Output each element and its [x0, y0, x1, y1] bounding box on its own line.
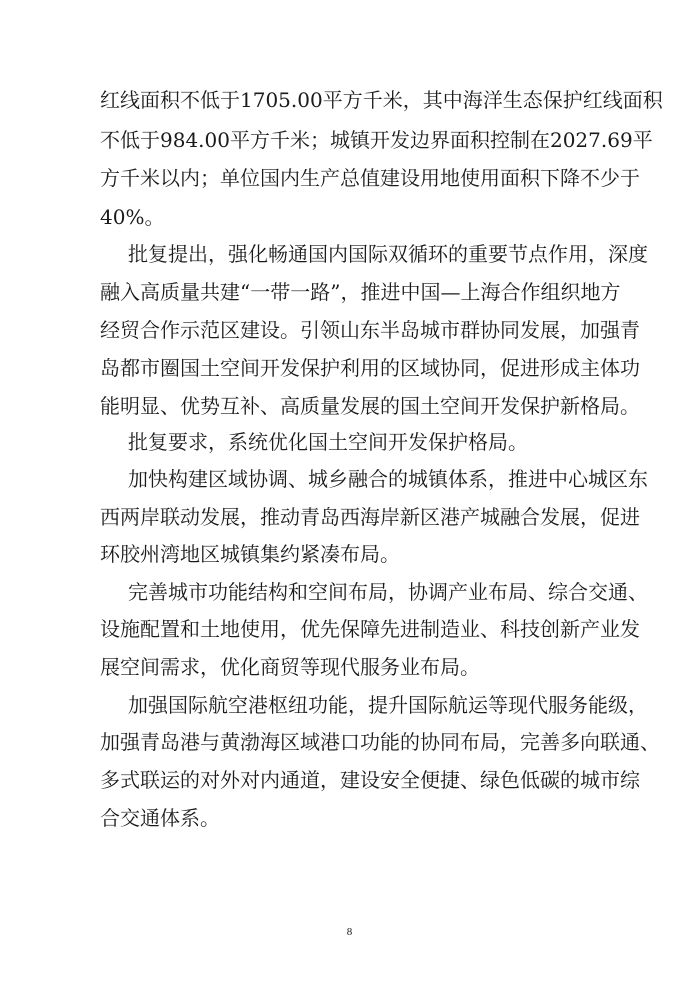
text-line-11: 加 快 构 建 区 域 协 调 、 城 乡 融 合 的 城 镇 体 系 ， 推 进 中 心 城 区 东 — [128, 467, 648, 491]
text-line-17: 加 强 国 际 航 空 港 枢 纽 功 能 ， 提 升 国 际 航 运 等 现 代 服 务 能 级 ， — [128, 693, 648, 717]
text-line-7: 经 贸 合 作 示 范 区 建 设 。 引 领 山 东 半 岛 城 市 群 协 同 发 展 ， 加 强 青 — [100, 318, 640, 342]
text-line-9: 能 明 显 、 优 势 互 补 、 高 质 量 发 展 的 国 土 空 间 开 发 保 护 新 格 局 。 — [100, 394, 640, 418]
text-line-14: 完 善 城 市 功 能 结 构 和 空 间 布 局 ， 协 调 产 业 布 局 、 综 合 交 通 、 — [128, 580, 648, 604]
text-line-5: 批 复 提 出 ， 强 化 畅 通 国 内 国 际 双 循 环 的 重 要 节 点 作 用 ， 深 度 — [128, 242, 648, 266]
text-line-8: 岛 都 市 圈 国 土 空 间 开 发 保 护 利 用 的 区 域 协 同 ， 促 进 形 成 主 体 功 — [100, 356, 640, 380]
text-line-15: 设 施 配 置 和 土 地 使 用 ， 优 先 保 障 先 进 制 造 业 、 科 技 创 新 产 业 发 — [100, 617, 640, 641]
text-line-4: 40%。 — [100, 205, 165, 229]
text-line-12: 西 两 岸 联 动 发 展 ， 推 动 青 岛 西 海 岸 新 区 港 产 城 融 合 发 展 ， 促 进 — [100, 505, 640, 529]
text-line-16: 展空间需求，优化商贸等现代服务业布局。 — [100, 655, 480, 679]
text-line-19: 多 式 联 运 的 对 外 对 内 通 道 ， 建 设 安 全 便 捷 、 绿 色 低 碳 的 城 市 综 — [100, 768, 640, 792]
text-line-20: 合交通体系。 — [100, 806, 220, 830]
text-line-18: 加 强 青 岛 港 与 黄 渤 海 区 域 港 口 功 能 的 协 同 布 局 ， 完 善 多 向 联 通 、 — [100, 730, 660, 754]
text-line-1: 红 线 面 积 不 低 于 1705.00 平 方 千 米 ， 其 中 海 洋 生 态 保 护 红 线 面 积 — [100, 88, 663, 112]
text-line-10: 批复要求，系统优化国土空间开发保护格局。 — [128, 430, 528, 454]
text-line-13: 环胶州湾地区城镇集约紧凑布局。 — [100, 542, 400, 566]
page-number: 8 — [346, 926, 353, 938]
text-line-6: 融 入 高 质 量 共 建 “ 一 带 一 路 ” ， 推 进 中 国 — 上 海 合 作 组 织 地 方 — [100, 280, 621, 304]
text-line-3: 方 千 米 以 内 ； 单 位 国 内 生 产 总 值 建 设 用 地 使 用 面 积 下 降 不 少 于 — [100, 166, 640, 190]
text-line-2: 不 低 于 984.00 平 方 千 米 ； 城 镇 开 发 边 界 面 积 控 制 在 2027.69 平 — [100, 128, 653, 152]
